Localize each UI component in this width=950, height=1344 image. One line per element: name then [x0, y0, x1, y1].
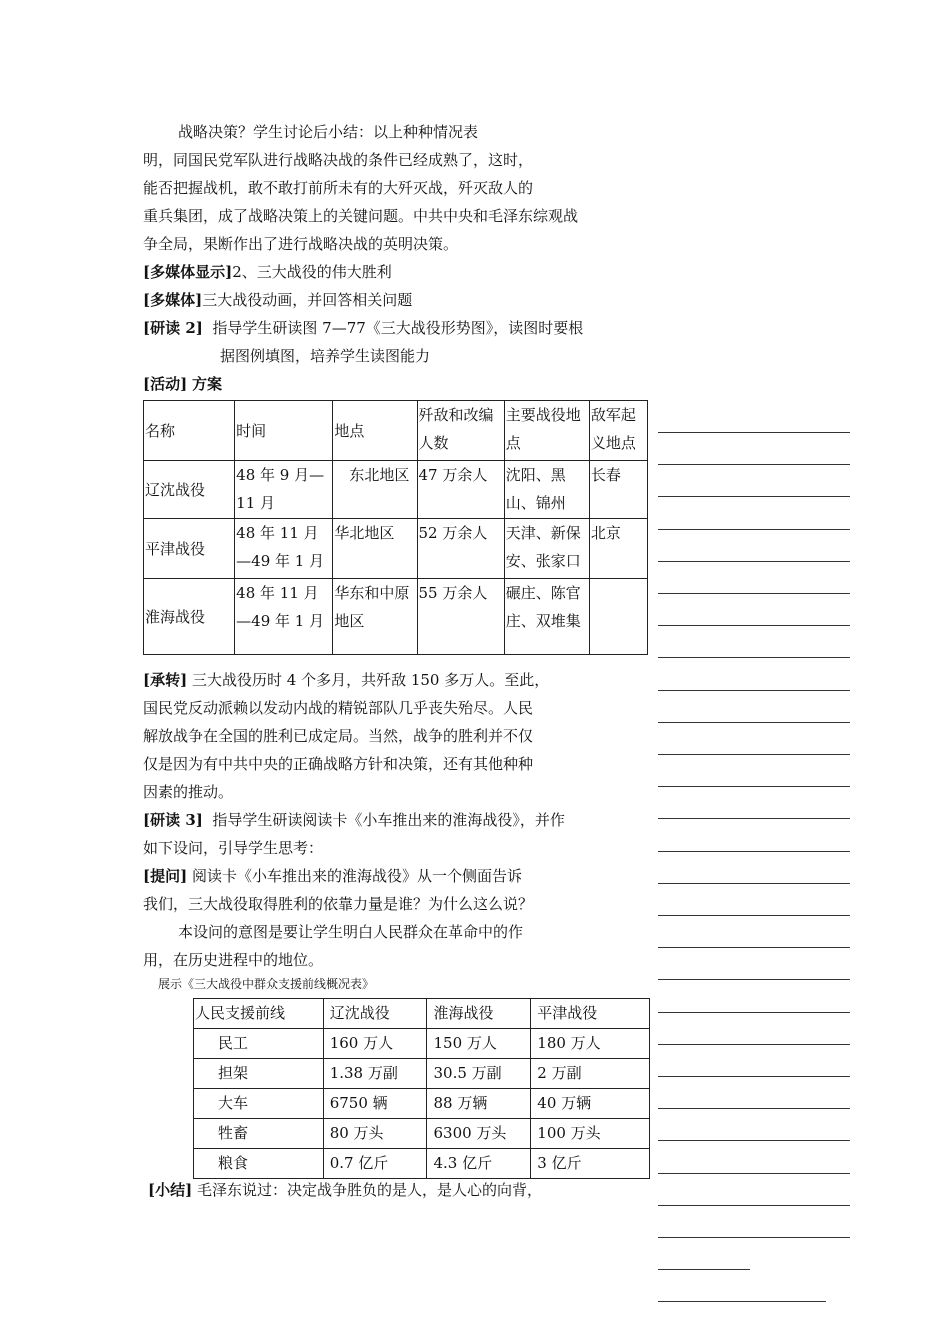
note-rule — [658, 1012, 850, 1013]
table-cell: 0.7 亿斤 — [323, 1149, 427, 1179]
intro-line-4: 重兵集团，成了战略决策上的关键问题。中共中央和毛泽东综观战 — [143, 207, 579, 225]
note-rule — [658, 1076, 850, 1077]
table-row — [194, 1029, 650, 1059]
intent-line-1: 本设问的意图是要让学生明白人民群众在革命中的作 — [178, 923, 524, 941]
table-cell: 1.38 万副 — [323, 1059, 427, 1089]
table-cell: 辽沈战役 — [144, 461, 235, 519]
media-text: 三大战役动画，并回答相关问题 — [202, 291, 413, 309]
table-row — [144, 461, 648, 519]
table-cell: 4.3 亿斤 — [427, 1149, 531, 1179]
table-cell: 淮海战役 — [144, 579, 235, 655]
transition-tag: [承转] — [143, 671, 188, 689]
transition-line-3: 解放战争在全国的胜利已成定局。当然，战争的胜利并不仅 — [143, 727, 534, 745]
summary-tag: [小结] — [148, 1181, 193, 1199]
note-rule — [658, 1108, 850, 1109]
note-rule — [658, 1173, 850, 1174]
intro-line-5: 争全局，果断作出了进行战略决战的英明决策。 — [143, 235, 459, 253]
table-cell: 牲畜 — [194, 1119, 324, 1149]
question-line — [143, 866, 522, 886]
study2-text-2: 据图例填图，培养学生读图能力 — [220, 347, 431, 365]
table-cell — [589, 579, 647, 655]
table-cell: 华北地区 — [333, 519, 417, 579]
table-cell: 大车 — [194, 1089, 324, 1119]
study2-tag: [研读 2] — [143, 319, 203, 337]
header-cell: 平津战役 — [531, 999, 650, 1029]
note-rule — [658, 947, 850, 948]
media-display-line — [143, 262, 392, 282]
note-rule — [658, 979, 850, 980]
table-cell: 华东和中原地区 — [333, 579, 417, 655]
table-cell: 80 万头 — [323, 1119, 427, 1149]
note-rule — [658, 818, 850, 819]
header-cell: 淮海战役 — [427, 999, 531, 1029]
table-cell: 长春 — [589, 461, 647, 519]
table-row — [144, 579, 648, 655]
table-cell: 180 万人 — [531, 1029, 650, 1059]
table-cell: 民工 — [194, 1029, 324, 1059]
study2-line — [143, 318, 583, 338]
note-rule — [658, 561, 850, 562]
intent-line-2: 用，在历史进程中的地位。 — [143, 951, 324, 969]
study3-text-2: 如下设问，引导学生思考： — [143, 839, 324, 857]
header-cell: 辽沈战役 — [323, 999, 427, 1029]
table2-caption: 展示《三大战役中群众支援前线概况表》 — [158, 977, 375, 991]
table-row — [194, 1119, 650, 1149]
activity-text: 方案 — [191, 375, 222, 393]
study2-text: 指导学生研读图 7—77《三大战役形势图》，读图时要根 — [212, 319, 584, 337]
table-cell: 东北地区 — [333, 461, 417, 519]
header-cell: 人民支援前线 — [194, 999, 324, 1029]
summary-line — [148, 1180, 542, 1200]
header-cell: 名称 — [144, 401, 235, 461]
note-rule — [658, 593, 850, 594]
transition-line-1 — [143, 670, 549, 690]
table-row — [194, 1149, 650, 1179]
table-row — [144, 519, 648, 579]
note-rule — [658, 496, 850, 497]
question-tag: [提问] — [143, 867, 188, 885]
note-rule — [658, 754, 850, 755]
table-cell: 沈阳、黑山、锦州 — [504, 461, 589, 519]
table-cell: 3 亿斤 — [531, 1149, 650, 1179]
note-rule — [658, 690, 850, 691]
intro-line-1: 战略决策？学生讨论后小结：以上种种情况表 — [178, 123, 479, 141]
question-text: 阅读卡《小车推出来的淮海战役》从一个侧面告诉 — [191, 867, 522, 885]
media-line — [143, 290, 412, 310]
note-rule — [658, 786, 850, 787]
table-cell: 碾庄、陈官庄、双堆集 — [504, 579, 589, 655]
table-cell: 粮食 — [194, 1149, 324, 1179]
header-cell: 时间 — [235, 401, 333, 461]
table-cell: 担架 — [194, 1059, 324, 1089]
media-tag: [多媒体] — [143, 291, 203, 309]
transition-line-2: 国民党反动派赖以发动内战的精锐部队几乎丧失殆尽。人民 — [143, 699, 534, 717]
table-cell: 40 万辆 — [531, 1089, 650, 1119]
table-cell: 6300 万头 — [427, 1119, 531, 1149]
header-cell: 敌军起义地点 — [589, 401, 647, 461]
question-text-2: 我们，三大战役取得胜利的依靠力量是谁？为什么这么说？ — [143, 895, 534, 913]
header-cell: 主要战役地点 — [504, 401, 589, 461]
note-rule — [658, 464, 850, 465]
table-cell: 48 年 11 月—49 年 1 月 — [235, 579, 333, 655]
table-cell: 160 万人 — [323, 1029, 427, 1059]
table-cell: 100 万头 — [531, 1119, 650, 1149]
note-rule — [658, 883, 850, 884]
activity-line — [143, 374, 222, 394]
table-cell: 47 万余人 — [417, 461, 504, 519]
study3-text: 指导学生研读阅读卡《小车推出来的淮海战役》，并作 — [212, 811, 565, 829]
table-cell: 48 年 11 月—49 年 1 月 — [235, 519, 333, 579]
table-row — [194, 1089, 650, 1119]
header-cell: 地点 — [333, 401, 417, 461]
table-cell: 55 万余人 — [417, 579, 504, 655]
note-rule — [658, 1140, 850, 1141]
table-cell: 6750 辆 — [323, 1089, 427, 1119]
note-rule — [658, 1269, 750, 1270]
table-cell: 30.5 万副 — [427, 1059, 531, 1089]
transition-line-5: 因素的推动。 — [143, 783, 234, 801]
battles-table — [143, 400, 648, 655]
note-rule — [658, 851, 850, 852]
table-cell: 平津战役 — [144, 519, 235, 579]
media-display-tag: [多媒体显示] — [143, 263, 233, 281]
note-rule — [658, 657, 850, 658]
study3-line — [143, 810, 565, 830]
note-rule — [658, 432, 850, 433]
note-rule — [658, 529, 850, 530]
note-rule — [658, 1044, 850, 1045]
intro-line-2: 明，同国民党军队进行战略决战的条件已经成熟了，这时， — [143, 151, 534, 169]
support-table-header — [194, 999, 650, 1029]
note-rule — [658, 1205, 850, 1206]
transition-line-4: 仅是因为有中共中央的正确战略方针和决策，还有其他种种 — [143, 755, 534, 773]
support-table — [193, 998, 650, 1179]
table-cell: 北京 — [589, 519, 647, 579]
transition-text: 三大战役历时 4 个多月，共歼敌 150 多万人。至此， — [191, 671, 550, 689]
study3-tag: [研读 3] — [143, 811, 203, 829]
note-rule — [658, 1301, 826, 1302]
table-cell: 天津、新保安、张家口 — [504, 519, 589, 579]
table-cell: 52 万余人 — [417, 519, 504, 579]
table-cell: 2 万副 — [531, 1059, 650, 1089]
header-cell: 歼敌和改编人数 — [417, 401, 504, 461]
note-rule — [658, 722, 850, 723]
battles-table-header — [144, 401, 648, 461]
table-cell: 150 万人 — [427, 1029, 531, 1059]
table-row — [194, 1059, 650, 1089]
intro-line-3: 能否把握战机，敢不敢打前所未有的大歼灭战，歼灭敌人的 — [143, 179, 534, 197]
note-rule — [658, 625, 850, 626]
table-cell: 48 年 9 月—11 月 — [235, 461, 333, 519]
note-rule — [658, 915, 850, 916]
media-display-text: 2、三大战役的伟大胜利 — [232, 263, 392, 281]
table-cell: 88 万辆 — [427, 1089, 531, 1119]
note-rule — [658, 1237, 850, 1238]
summary-text: 毛泽东说过：决定战争胜负的是人，是人心的向背， — [196, 1181, 542, 1199]
activity-tag: [活动] — [143, 375, 188, 393]
